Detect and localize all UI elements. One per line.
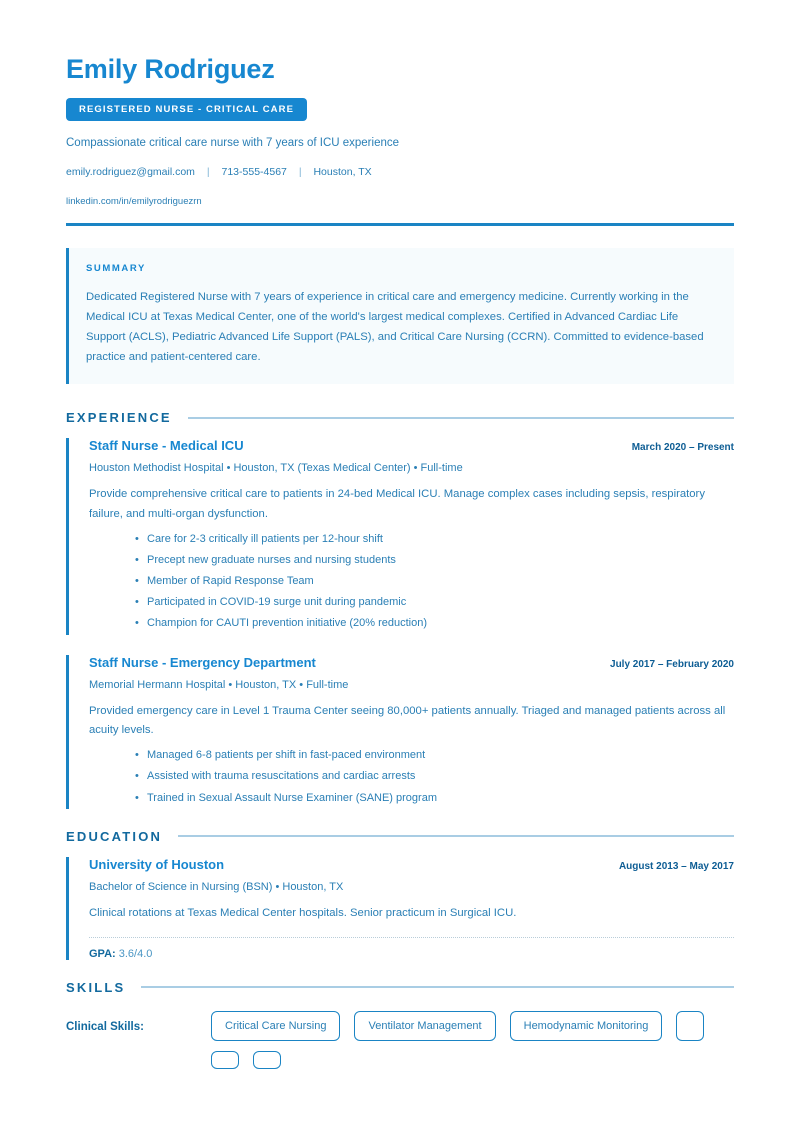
list-item: • Precept new graduate nurses and nursing students (135, 550, 734, 571)
section-rule (188, 417, 734, 419)
experience-entry (66, 655, 734, 809)
list-item: • Managed 6-8 patients per shift in fast-paced environment (135, 745, 734, 766)
summary-section (66, 248, 734, 384)
entry-date: July 2017 – February 2020 (610, 658, 734, 670)
contact-location: Houston, TX (313, 165, 372, 178)
skill-chip[interactable] (676, 1011, 704, 1041)
entry-date: August 2013 – May 2017 (618, 860, 734, 872)
resume-header (66, 55, 734, 226)
contact-separator: | (206, 165, 210, 178)
skill-chip-list (211, 1011, 734, 1069)
skill-chip[interactable] (211, 1051, 239, 1069)
list-item: • Assisted with trauma resuscitations and cardiac arrests (135, 766, 734, 787)
entry-title: University of Houston (89, 856, 225, 872)
education-entry (66, 857, 734, 960)
links-line (66, 196, 734, 207)
list-item: • Participated in COVID-19 surge unit during pandemic (135, 592, 734, 613)
section-rule (178, 835, 734, 837)
summary-text: Dedicated Registered Nurse with 7 years of experience in critical care and emergency medicine. Currently working in the Medical ICU at Texas Medical Center, one of the world's largest medical complexes. Certified in Advanced Cardiac Life Support (ACLS), Pediatric Advanced Life Support (PALS), and Critical Care Nursing (CCRN). Committed to evidence-based practice and patient-centered care. (86, 290, 704, 363)
candidate-tagline: Compassionate critical care nurse with 7 years of ICU experience (66, 136, 400, 149)
entry-header (89, 438, 734, 453)
entry-bullet-list (89, 745, 734, 809)
list-item: • Trained in Sexual Assault Nurse Examiner (SANE) program (135, 788, 734, 809)
skills-group-label: Clinical Skills: (66, 1020, 144, 1033)
list-item: • Care for 2-3 critically ill patients per 12-hour shift (135, 529, 734, 550)
skill-chip[interactable]: Critical Care Nursing (211, 1011, 340, 1041)
section-label: EXPERIENCE (66, 410, 172, 426)
section-rule (141, 986, 734, 988)
header-divider (66, 223, 734, 226)
experience-section (66, 410, 734, 809)
entry-header (89, 857, 734, 872)
education-heading (66, 829, 734, 844)
skill-chip[interactable]: Ventilator Management (354, 1011, 495, 1041)
candidate-name: Emily Rodriguez (66, 54, 275, 84)
experience-heading (66, 410, 734, 425)
contact-separator: | (298, 165, 302, 178)
contact-phone[interactable]: 713-555-4567 (221, 165, 287, 178)
entry-description: Provided emergency care in Level 1 Trauma Center seeing 80,000+ patients annually. Triaged and managed patients across all acuity levels. (89, 704, 726, 737)
job-title-badge: REGISTERED NURSE - CRITICAL CARE (66, 98, 307, 121)
skills-heading (66, 980, 734, 995)
gpa-divider (89, 937, 734, 938)
experience-entry (66, 438, 734, 635)
list-item: • Champion for CAUTI prevention initiative (20% reduction) (135, 613, 734, 634)
skill-chip[interactable]: Hemodynamic Monitoring (510, 1011, 663, 1041)
section-label: EDUCATION (66, 828, 163, 844)
gpa-value: 3.6/4.0 (118, 947, 153, 960)
skill-chip[interactable] (253, 1051, 281, 1069)
summary-heading: SUMMARY (86, 262, 146, 274)
section-label: SKILLS (66, 979, 126, 995)
entry-title: Staff Nurse - Medical ICU (89, 438, 244, 454)
gpa-label: GPA: (89, 947, 116, 960)
contact-line (66, 166, 734, 178)
education-section (66, 829, 734, 960)
entry-description: Clinical rotations at Texas Medical Center hospitals. Senior practicum in Surgical ICU. (89, 906, 517, 919)
entry-title: Staff Nurse - Emergency Department (89, 654, 316, 670)
list-item: • Member of Rapid Response Team (135, 571, 734, 592)
entry-date: March 2020 – Present (631, 442, 734, 454)
entry-meta: Bachelor of Science in Nursing (BSN) • Houston, TX (89, 880, 344, 893)
skills-section (66, 980, 734, 1069)
linkedin-link[interactable]: linkedin.com/in/emilyrodriguezrn (66, 195, 202, 207)
entry-bullet-list (89, 529, 734, 635)
entry-header (89, 655, 734, 670)
contact-email[interactable]: emily.rodriguez@gmail.com (66, 165, 195, 178)
entry-meta: Memorial Hermann Hospital • Houston, TX • Full-time (89, 678, 349, 691)
entry-description: Provide comprehensive critical care to patients in 24-bed Medical ICU. Manage complex cases including sepsis, respiratory failure, and multi-organ dysfunction. (89, 488, 705, 520)
gpa-line (89, 948, 734, 960)
skills-group (66, 1011, 734, 1069)
entry-meta: Houston Methodist Hospital • Houston, TX (Texas Medical Center) • Full-time (89, 462, 463, 475)
